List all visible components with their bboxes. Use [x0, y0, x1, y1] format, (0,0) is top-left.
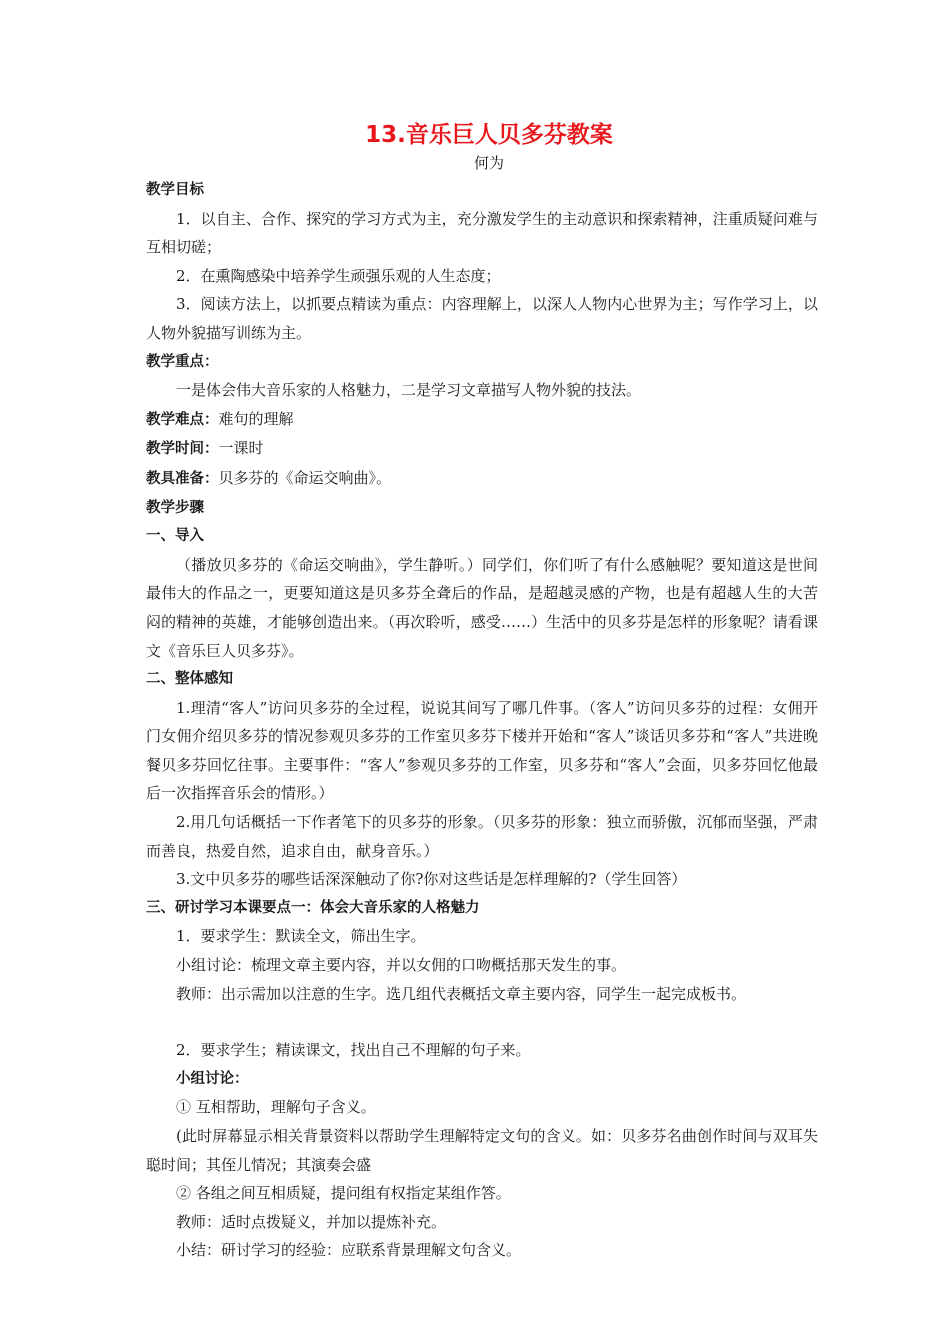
document-title: 13.音乐巨人贝多芬教案	[365, 122, 613, 148]
difficulty-text: 难句的理解	[218, 409, 294, 428]
time-text: 一课时	[218, 439, 264, 458]
spacer	[146, 1008, 818, 1036]
time-line	[146, 434, 818, 464]
section-3-background-note: (此时屏幕显示相关背景资料以帮助学生理解特定文句的含义。如：贝多芬名曲创作时间与双耳失聪时间；其侄儿情况；其演奏会盛	[146, 1127, 818, 1174]
key-text: 一是体会伟大音乐家的人格魅力，二是学习文章描写人物外貌的技法。	[176, 381, 642, 400]
section-2-paragraph-1: 1.理清“客人”访问贝多芬的全过程，说说其间写了哪几件事。（客人”访问贝多芬的过程：女佣开门女佣介绍贝多芬的情况参观贝多芬的工作室贝多芬下楼并开始和“客人”谈话贝多芬和“客人”共进晚餐贝多芬回忆往事。主要事件：“客人”参观贝多芬的工作室，贝多芬和“客人”会面，贝多芬回忆他最后一次指挥音乐会的情形。）	[146, 698, 818, 803]
section-2-paragraph-3: 3.文中贝多芬的哪些话深深触动了你?你对这些话是怎样理解的?（学生回答）	[176, 870, 687, 889]
tools-text: 贝多芬的《命运交响曲》。	[218, 468, 392, 487]
section-3-paragraph-4: 2．要求学生；精读课文，找出自己不理解的句子来。	[176, 1041, 531, 1060]
section-3-paragraph-1: 1．要求学生：默读全文，筛出生字。	[176, 927, 426, 946]
section-3-teacher-note: 教师：适时点拨疑义，并加以提炼补充。	[176, 1212, 447, 1231]
section-3-item-2: ② 各组之间互相质疑，提问组有权指定某组作答。	[176, 1184, 511, 1203]
author: 何为	[473, 154, 504, 172]
difficulty-line	[146, 405, 818, 435]
document-page	[146, 118, 818, 1265]
goals-heading: 教学目标	[146, 182, 204, 198]
key-heading: 教学重点：	[146, 353, 219, 370]
section-3-paragraph-2: 小组讨论：梳理文章主要内容，并以女佣的口吻概括那天发生的事。	[176, 956, 627, 975]
section-2-paragraph-2: 2.用几句话概括一下作者笔下的贝多芬的形象。（贝多芬的形象：独立而骄傲，沉郁而坚强，严肃而善良，热爱自然，追求自由，献身音乐。）	[146, 813, 818, 860]
difficulty-label: 教学难点：	[146, 411, 219, 428]
section-3-discussion-label: 小组讨论：	[176, 1070, 249, 1087]
section-3-item-1: ① 互相帮助，理解句子含义。	[176, 1098, 376, 1117]
section-2-heading: 二、整体感知	[146, 671, 233, 688]
goal-3: 3．阅读方法上，以抓要点精读为重点：内容理解上，以深人人物内心世界为主；写作学习上，以人物外貌描写训练为主。	[146, 295, 818, 342]
section-3-heading: 三、研讨学习本课要点一：体会大音乐家的人格魅力	[146, 899, 480, 916]
section-3-summary: 小结：研讨学习的经验：应联系背景理解文句含义。	[176, 1241, 522, 1260]
goal-2: 2．在熏陶感染中培养学生顽强乐观的人生态度；	[176, 266, 501, 285]
tools-label: 教具准备：	[146, 470, 219, 487]
section-1-heading: 一、导入	[146, 528, 204, 545]
section-3-paragraph-3: 教师：出示需加以注意的生字。选几组代表概括文章主要内容，同学生一起完成板书。	[176, 984, 747, 1003]
goal-1: 1．以自主、合作、探究的学习方式为主，充分激发学生的主动意识和探索精神，注重质疑问难与互相切磋；	[146, 209, 818, 257]
steps-heading: 教学步骤	[146, 499, 204, 516]
time-label: 教学时间：	[146, 441, 219, 458]
tools-line	[146, 464, 818, 494]
section-1-text: （播放贝多芬的《命运交响曲》，学生静听。）同学们，你们听了有什么感触呢？要知道这是世间最伟大的作品之一，更要知道这是贝多芬全聋后的作品，是超越灵感的产物，也是有超越人生的大苦闷的精神的英雄，才能够创造出来。（再次聆听，感受……）生活中的贝多芬是怎样的形象呢？请看课文《音乐巨人贝多芬》。	[146, 555, 818, 660]
